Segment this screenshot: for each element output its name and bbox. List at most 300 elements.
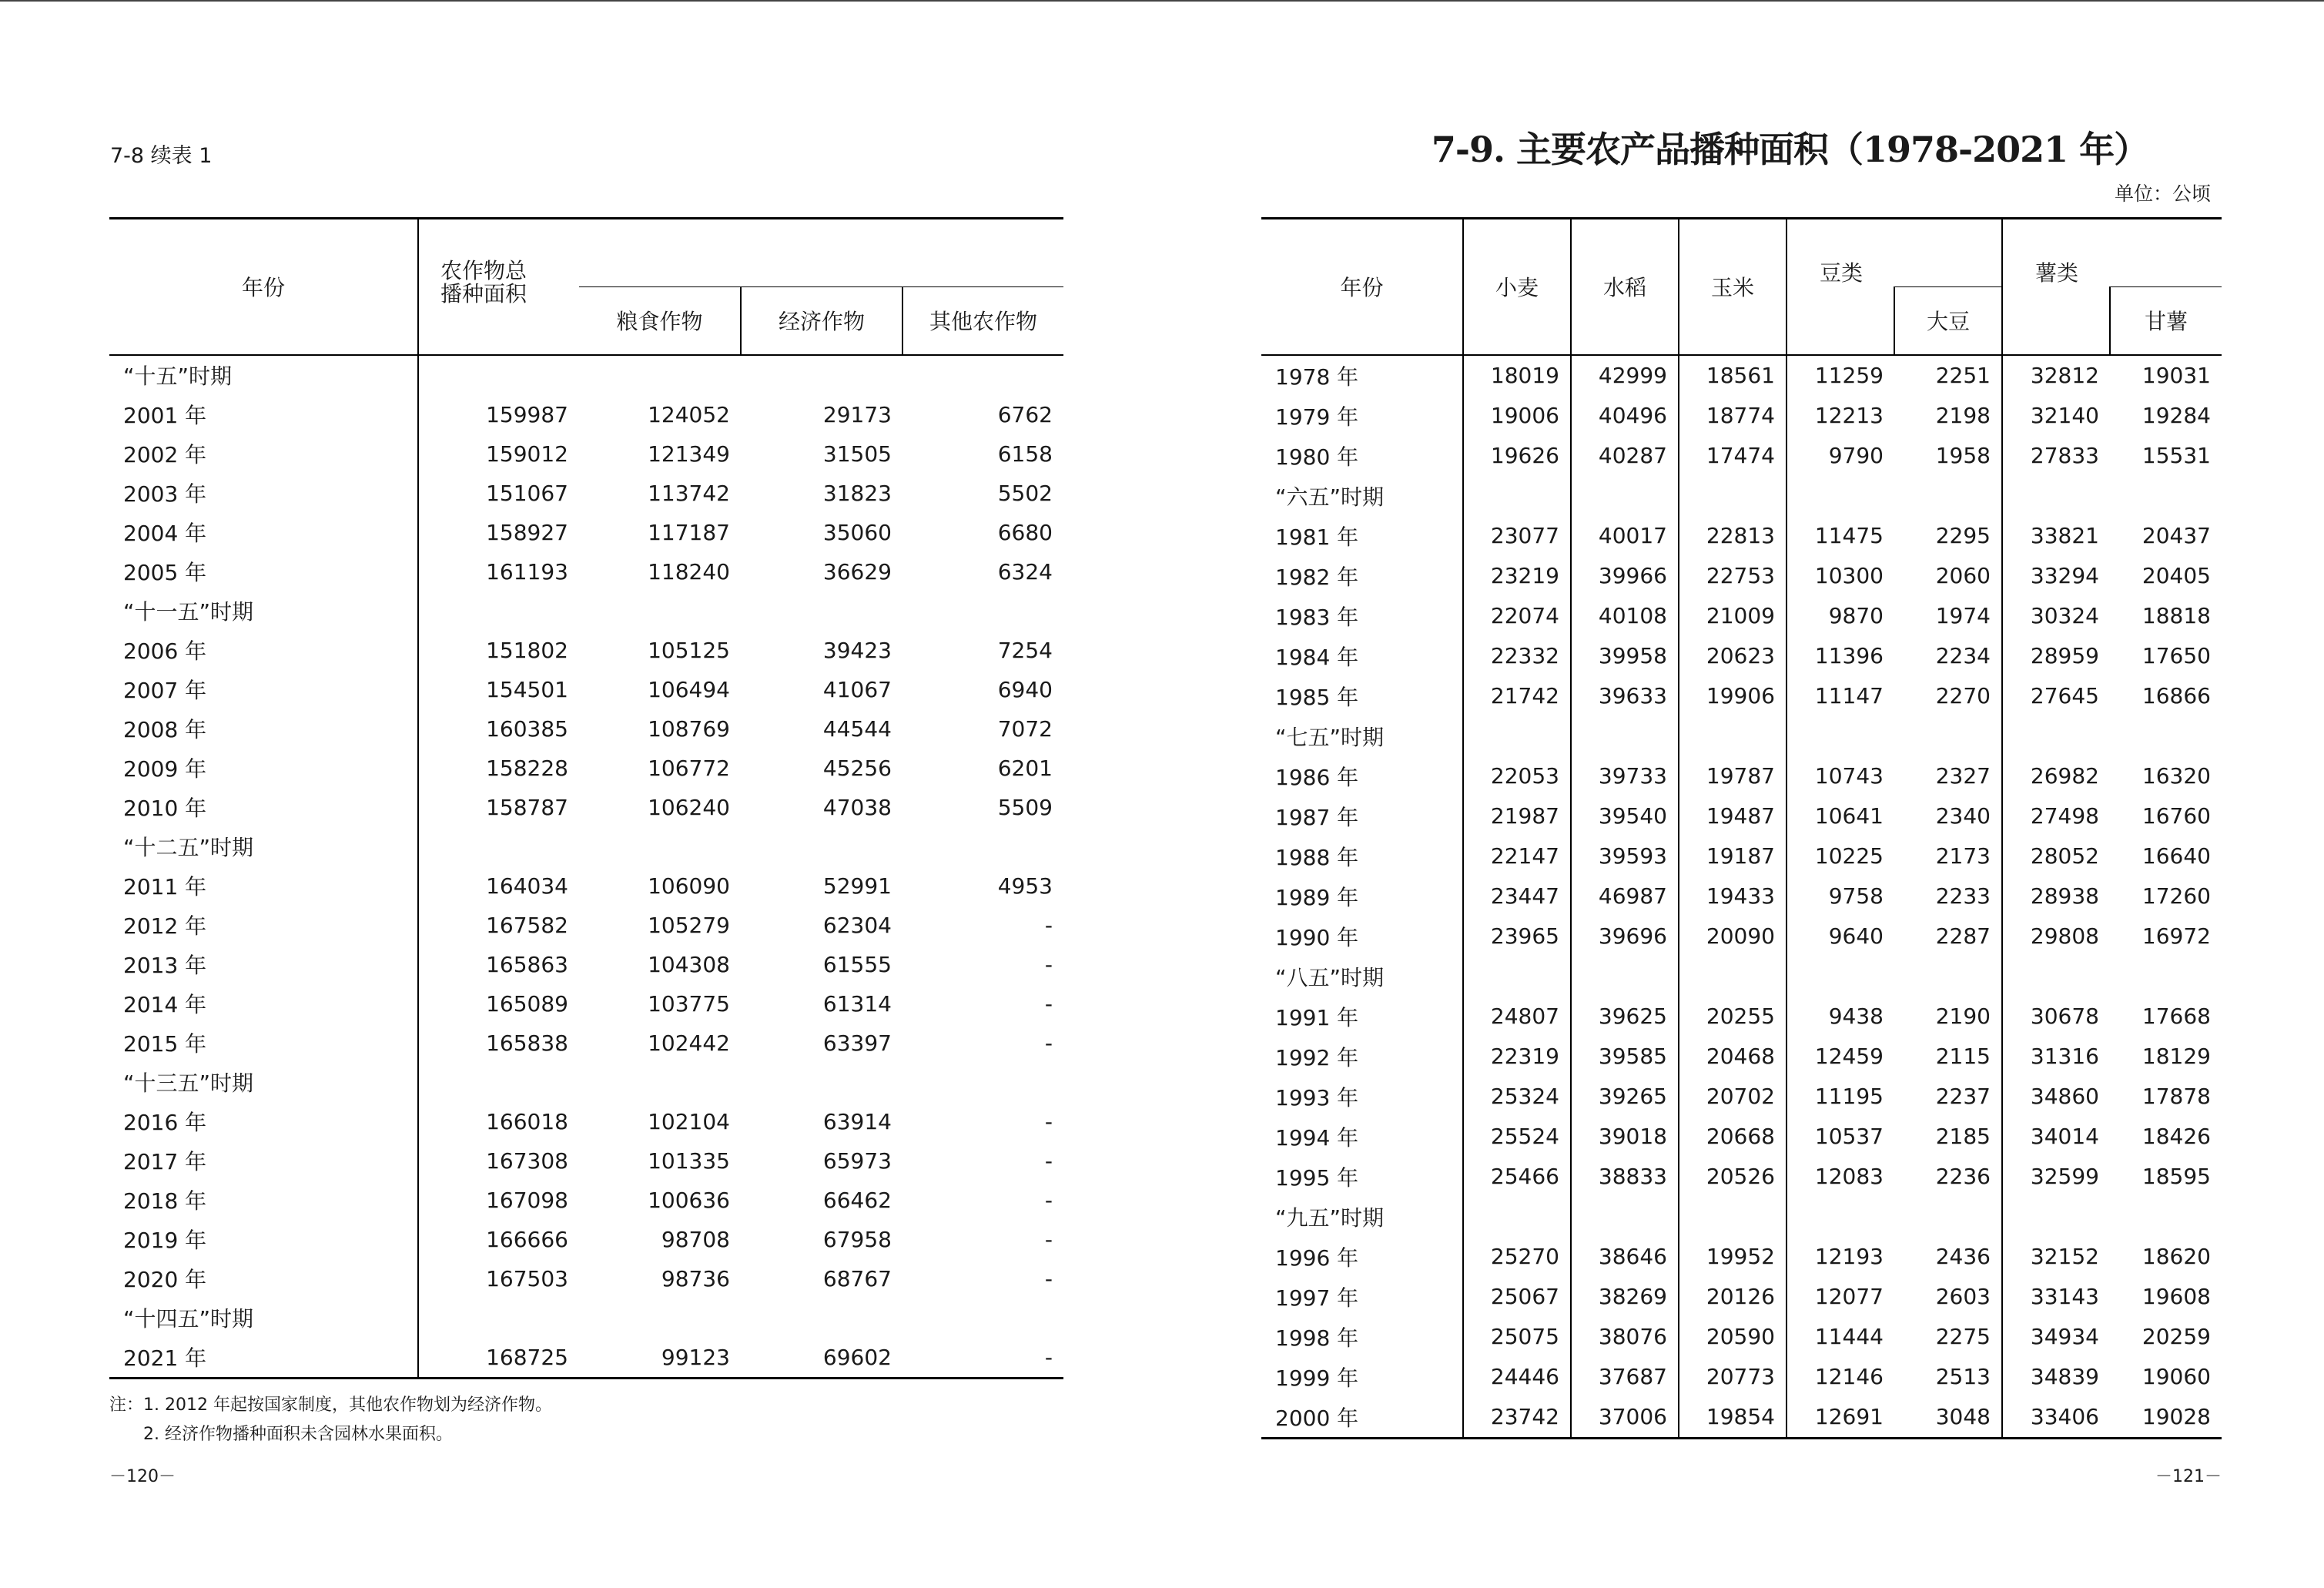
- empty-cell: [902, 827, 1063, 866]
- tubers-cell: 32812: [2002, 355, 2110, 396]
- period-row: [1261, 956, 2222, 997]
- corn-cell: 22753: [1679, 556, 1787, 596]
- corn-cell: 20623: [1679, 636, 1787, 676]
- rice-cell: 38646: [1571, 1237, 1679, 1277]
- wheat-cell: 23447: [1463, 876, 1571, 916]
- sweet-potato-cell: 17668: [2141, 1003, 2211, 1029]
- soybean-cell: 1974: [1935, 603, 1991, 628]
- soybean-cell: 2340: [1935, 803, 1991, 829]
- empty-cell: [1463, 716, 1571, 756]
- total-cell: 164034: [418, 866, 579, 906]
- tubers-cell: 34860: [2002, 1077, 2110, 1117]
- notes: [109, 1391, 552, 1449]
- year-cell: 2011 年: [123, 874, 207, 900]
- wheat-cell: 25270: [1463, 1237, 1571, 1277]
- total-cell: 158927: [418, 513, 579, 552]
- sweet-potato-cell: 16866: [2141, 683, 2211, 709]
- rice-cell: 40287: [1571, 436, 1679, 476]
- corn-cell: 22813: [1679, 516, 1787, 556]
- year-cell: 1989 年: [1275, 884, 1359, 910]
- note-2: 2. 经济作物播种面积未含园林水果面积。: [143, 1425, 453, 1444]
- total-cell: 161193: [418, 552, 579, 591]
- rice-cell: 39696: [1571, 916, 1679, 956]
- sweet-potato-cell: 17650: [2141, 643, 2211, 668]
- table-row: [1261, 1077, 2222, 1117]
- period-label: “十五”时期: [123, 363, 233, 389]
- table-row: [109, 434, 1063, 474]
- empty-cell: [1679, 716, 1787, 756]
- soybean-cell: 2115: [1935, 1044, 1991, 1069]
- empty-cell: [579, 827, 741, 866]
- beans-cell: 10537: [1787, 1117, 1894, 1157]
- empty-cell: [2110, 1197, 2222, 1237]
- table-row: [1261, 1397, 2222, 1439]
- empty-cell: [741, 1298, 902, 1338]
- grain-cell: 101335: [648, 1147, 730, 1174]
- col-header-rice: 水稻: [1571, 219, 1679, 355]
- year-cell: 1984 年: [1275, 644, 1359, 670]
- table-row: [1261, 1157, 2222, 1197]
- tubers-cell: 27645: [2002, 676, 2110, 716]
- sweet-potato-cell: 15531: [2141, 443, 2211, 468]
- col-header-soybean: 大豆: [1894, 287, 2002, 355]
- tubers-cell: 32140: [2002, 396, 2110, 436]
- grain-cell: 121349: [648, 441, 730, 467]
- period-label: “十一五”时期: [123, 599, 254, 625]
- table-row: [109, 1259, 1063, 1298]
- empty-cell: [418, 1063, 579, 1102]
- unit-label: 单位：公顷: [2114, 183, 2211, 205]
- period-row: [1261, 476, 2222, 516]
- year-cell: 2007 年: [123, 678, 207, 703]
- empty-cell: [1571, 716, 1679, 756]
- table-row: [1261, 1357, 2222, 1397]
- year-cell: 2019 年: [123, 1228, 207, 1253]
- other-cell: 6680: [997, 519, 1053, 545]
- empty-cell: [579, 1063, 741, 1102]
- header-group-spacer: [579, 219, 1063, 287]
- year-cell: 2002 年: [123, 442, 207, 467]
- beans-cell: 10641: [1787, 796, 1894, 836]
- table-row: [1261, 556, 2222, 596]
- empty-cell: [2110, 956, 2222, 997]
- grain-cell: 104308: [648, 951, 730, 977]
- empty-cell: [2110, 476, 2222, 516]
- soybean-cell: 2295: [1935, 523, 1991, 548]
- soybean-cell: 2287: [1935, 923, 1991, 949]
- table-row: [1261, 396, 2222, 436]
- corn-cell: 21009: [1679, 596, 1787, 636]
- left-table-body: [109, 355, 1063, 1379]
- rice-cell: 40108: [1571, 596, 1679, 636]
- soybean-cell: 1958: [1935, 443, 1991, 468]
- empty-cell: [1463, 956, 1571, 997]
- rice-cell: 39540: [1571, 796, 1679, 836]
- corn-cell: 19952: [1679, 1237, 1787, 1277]
- beans-cell: 9790: [1787, 436, 1894, 476]
- col-header-beans: 豆类: [1787, 219, 1894, 287]
- other-cell: -: [1044, 912, 1053, 938]
- economic-cell: 52991: [822, 873, 892, 899]
- economic-cell: 68767: [822, 1265, 892, 1292]
- period-label: “九五”时期: [1275, 1204, 1385, 1231]
- table-row: [1261, 1037, 2222, 1077]
- year-cell: 2004 年: [123, 521, 207, 546]
- table-row: [109, 749, 1063, 788]
- corn-cell: 20090: [1679, 916, 1787, 956]
- empty-cell: [1463, 1197, 1571, 1237]
- tubers-cell: 30678: [2002, 997, 2110, 1037]
- economic-cell: 44544: [822, 715, 892, 742]
- beans-cell: 12213: [1787, 396, 1894, 436]
- total-cell: 167503: [418, 1259, 579, 1298]
- soybean-cell: 2251: [1935, 363, 1991, 388]
- year-cell: 1978 年: [1275, 363, 1359, 390]
- wheat-cell: 25524: [1463, 1117, 1571, 1157]
- soybean-cell: 2275: [1935, 1324, 1991, 1349]
- corn-cell: 20468: [1679, 1037, 1787, 1077]
- other-cell: -: [1044, 1030, 1053, 1056]
- corn-cell: 19187: [1679, 836, 1787, 876]
- sweet-potato-cell: 19060: [2141, 1364, 2211, 1389]
- table-row: [1261, 636, 2222, 676]
- year-cell: 1997 年: [1275, 1285, 1359, 1311]
- empty-cell: [418, 355, 579, 395]
- beans-cell: 12083: [1787, 1157, 1894, 1197]
- grain-cell: 106090: [648, 873, 730, 899]
- empty-cell: [902, 591, 1063, 631]
- header-cell-beans-lower: [1787, 287, 1894, 355]
- corn-cell: 19906: [1679, 676, 1787, 716]
- empty-cell: [741, 1063, 902, 1102]
- wheat-cell: 24446: [1463, 1357, 1571, 1397]
- year-cell: 2017 年: [123, 1149, 207, 1174]
- soybean-cell: 2173: [1935, 843, 1991, 869]
- empty-cell: [1571, 476, 1679, 516]
- beans-cell: 9438: [1787, 997, 1894, 1037]
- tubers-cell: 30324: [2002, 596, 2110, 636]
- col-header-total: 农作物总 播种面积: [418, 219, 579, 355]
- page-title: 7-9. 主要农产品播种面积（1978-2021 年）: [1431, 129, 2149, 170]
- empty-cell: [1787, 716, 1894, 756]
- period-row: [109, 591, 1063, 631]
- wheat-cell: 19626: [1463, 436, 1571, 476]
- corn-cell: 19487: [1679, 796, 1787, 836]
- year-cell: 2006 年: [123, 638, 207, 664]
- year-cell: 2001 年: [123, 403, 207, 428]
- sweet-potato-cell: 19608: [2141, 1284, 2211, 1309]
- rice-cell: 39958: [1571, 636, 1679, 676]
- table-row: [1261, 916, 2222, 956]
- corn-cell: 18774: [1679, 396, 1787, 436]
- table-row: [1261, 436, 2222, 476]
- grain-cell: 99123: [579, 1338, 741, 1379]
- table-row: [1261, 355, 2222, 396]
- empty-cell: [902, 1063, 1063, 1102]
- year-cell: 1990 年: [1275, 924, 1359, 950]
- header-spacer-beans: [1894, 219, 2002, 287]
- sweet-potato-cell: 18818: [2141, 603, 2211, 628]
- wheat-cell: 22147: [1463, 836, 1571, 876]
- empty-cell: [2110, 716, 2222, 756]
- table-row: [1261, 876, 2222, 916]
- rice-cell: 40017: [1571, 516, 1679, 556]
- other-cell: 5509: [997, 794, 1053, 820]
- empty-cell: [579, 591, 741, 631]
- table-row: [109, 395, 1063, 434]
- empty-cell: [1571, 956, 1679, 997]
- economic-cell: 63914: [822, 1108, 892, 1134]
- rice-cell: 39585: [1571, 1037, 1679, 1077]
- period-label: “十二五”时期: [123, 835, 254, 860]
- other-cell: 5502: [997, 480, 1053, 506]
- page-number: －120－: [109, 1467, 176, 1486]
- grain-cell: 102104: [648, 1108, 730, 1134]
- sweet-potato-cell: 19031: [2141, 363, 2211, 388]
- table-row: [109, 1023, 1063, 1063]
- year-cell: 2005 年: [123, 560, 207, 585]
- grain-cell: 100636: [648, 1187, 730, 1213]
- tubers-cell: 27498: [2002, 796, 2110, 836]
- col-header-other: 其他农作物: [902, 287, 1063, 355]
- table-row: [1261, 596, 2222, 636]
- grain-cell: 98708: [661, 1226, 730, 1252]
- year-cell: 2014 年: [123, 992, 207, 1017]
- wheat-cell: 18019: [1463, 355, 1571, 396]
- corn-cell: 20126: [1679, 1277, 1787, 1317]
- year-cell: 1995 年: [1275, 1164, 1359, 1191]
- empty-cell: [1894, 476, 2002, 516]
- empty-cell: [1571, 1197, 1679, 1237]
- total-cell: 158228: [418, 749, 579, 788]
- empty-cell: [902, 1298, 1063, 1338]
- other-cell: 4953: [997, 873, 1053, 899]
- grain-cell: 106494: [648, 676, 730, 702]
- col-header-economic: 经济作物: [741, 287, 902, 355]
- grain-cell: 106772: [648, 755, 730, 781]
- beans-cell: 9640: [1787, 916, 1894, 956]
- table-row: [109, 1102, 1063, 1141]
- empty-cell: [2002, 716, 2110, 756]
- rice-cell: 38833: [1571, 1157, 1679, 1197]
- empty-cell: [741, 591, 902, 631]
- tubers-cell: 33143: [2002, 1277, 2110, 1317]
- tubers-cell: 32599: [2002, 1157, 2110, 1197]
- economic-cell: 63397: [822, 1030, 892, 1056]
- rice-cell: 39018: [1571, 1117, 1679, 1157]
- tubers-cell: 33821: [2002, 516, 2110, 556]
- rice-cell: 38076: [1571, 1317, 1679, 1357]
- beans-cell: 10300: [1787, 556, 1894, 596]
- period-label: “六五”时期: [1275, 484, 1385, 510]
- economic-cell: 39423: [822, 637, 892, 663]
- corn-cell: 20773: [1679, 1357, 1787, 1397]
- other-cell: -: [902, 1338, 1063, 1379]
- sweet-potato-cell: 16640: [2141, 843, 2211, 869]
- period-label: “八五”时期: [1275, 964, 1385, 990]
- wheat-cell: 23077: [1463, 516, 1571, 556]
- wheat-cell: 22332: [1463, 636, 1571, 676]
- right-table-body: [1261, 355, 2222, 1439]
- soybean-cell: 2234: [1935, 643, 1991, 668]
- table-row: [1261, 1277, 2222, 1317]
- economic-cell: 31823: [822, 480, 892, 506]
- wheat-cell: 19006: [1463, 396, 1571, 436]
- sweet-potato-cell: 18426: [2141, 1124, 2211, 1149]
- other-cell: -: [1044, 1265, 1053, 1292]
- empty-cell: [1894, 716, 2002, 756]
- grain-cell: 98736: [661, 1265, 730, 1292]
- empty-cell: [2002, 1197, 2110, 1237]
- year-cell: 2018 年: [123, 1188, 207, 1214]
- total-cell: 167308: [418, 1141, 579, 1181]
- period-label: “十四五”时期: [123, 1306, 254, 1332]
- economic-cell: 66462: [822, 1187, 892, 1213]
- tubers-cell: 28938: [2002, 876, 2110, 916]
- table-row: [1261, 1237, 2222, 1277]
- year-cell: 1982 年: [1275, 564, 1359, 590]
- beans-cell: 9758: [1787, 876, 1894, 916]
- corn-cell: 20526: [1679, 1157, 1787, 1197]
- year-cell: 1991 年: [1275, 1004, 1359, 1030]
- total-cell: 159987: [418, 395, 579, 434]
- tubers-cell: 27833: [2002, 436, 2110, 476]
- beans-cell: 11475: [1787, 516, 1894, 556]
- soybean-cell: 2327: [1935, 763, 1991, 789]
- total-cell: 151067: [418, 474, 579, 513]
- sweet-potato-cell: 18595: [2141, 1164, 2211, 1189]
- tubers-cell: 34014: [2002, 1117, 2110, 1157]
- tubers-cell: 31316: [2002, 1037, 2110, 1077]
- table-row: [109, 866, 1063, 906]
- rice-cell: 39625: [1571, 997, 1679, 1037]
- total-cell: 166666: [418, 1220, 579, 1259]
- col-header-wheat: 小麦: [1463, 219, 1571, 355]
- economic-cell: 62304: [822, 912, 892, 938]
- sweet-potato-cell: 20437: [2141, 523, 2211, 548]
- rice-cell: 46987: [1571, 876, 1679, 916]
- beans-cell: 12146: [1787, 1357, 1894, 1397]
- other-cell: 6201: [997, 755, 1053, 781]
- economic-cell: 35060: [822, 519, 892, 545]
- beans-cell: 12459: [1787, 1037, 1894, 1077]
- soybean-cell: 2236: [1935, 1164, 1991, 1189]
- period-label: “七五”时期: [1275, 724, 1385, 750]
- total-cell: 165089: [418, 984, 579, 1023]
- empty-cell: [902, 355, 1063, 395]
- rice-cell: 37006: [1571, 1397, 1679, 1439]
- beans-cell: 11195: [1787, 1077, 1894, 1117]
- table-row: [109, 670, 1063, 709]
- empty-cell: [2002, 956, 2110, 997]
- economic-cell: 31505: [822, 441, 892, 467]
- grain-cell: 105279: [648, 912, 730, 938]
- year-cell: 2010 年: [123, 796, 207, 821]
- period-row: [1261, 1197, 2222, 1237]
- year-cell: 2015 年: [123, 1031, 207, 1057]
- economic-cell: 67958: [822, 1226, 892, 1252]
- table-label: 7-8 续表 1: [110, 144, 213, 168]
- total-cell: 158787: [418, 788, 579, 827]
- grain-cell: 105125: [648, 637, 730, 663]
- wheat-cell: 22074: [1463, 596, 1571, 636]
- table-row: [109, 945, 1063, 984]
- year-cell: 2012 年: [123, 913, 207, 939]
- soybean-cell: 2237: [1935, 1084, 1991, 1109]
- wheat-cell: 23965: [1463, 916, 1571, 956]
- other-cell: 6324: [997, 558, 1053, 585]
- other-cell: -: [1044, 1108, 1053, 1134]
- table-row: [109, 1338, 1063, 1379]
- empty-cell: [1787, 956, 1894, 997]
- other-cell: -: [1044, 1226, 1053, 1252]
- other-cell: 6762: [997, 401, 1053, 427]
- year-cell: 1983 年: [1275, 604, 1359, 630]
- sweet-potato-cell: 18620: [2141, 1244, 2211, 1269]
- year-cell: 1999 年: [1275, 1365, 1359, 1391]
- period-row: [109, 355, 1063, 395]
- right-page: [1162, 0, 2324, 1588]
- sweet-potato-cell: 16760: [2141, 803, 2211, 829]
- period-row: [109, 1063, 1063, 1102]
- total-cell: 166018: [418, 1102, 579, 1141]
- year-cell: 1985 年: [1275, 684, 1359, 710]
- beans-cell: 11147: [1787, 676, 1894, 716]
- header-spacer-tubers: [2110, 219, 2222, 287]
- rice-cell: 39265: [1571, 1077, 1679, 1117]
- corn-cell: 20590: [1679, 1317, 1787, 1357]
- empty-cell: [579, 1298, 741, 1338]
- soybean-cell: 3048: [1894, 1397, 2002, 1439]
- corn-cell: 17474: [1679, 436, 1787, 476]
- rice-cell: 38269: [1571, 1277, 1679, 1317]
- wheat-cell: 21742: [1463, 676, 1571, 716]
- sweet-potato-cell: 16320: [2141, 763, 2211, 789]
- wheat-cell: 22319: [1463, 1037, 1571, 1077]
- table-row: [109, 474, 1063, 513]
- soybean-cell: 2185: [1935, 1124, 1991, 1149]
- table-row: [109, 631, 1063, 670]
- grain-cell: 106240: [648, 794, 730, 820]
- year-cell: 2000 年: [1261, 1397, 1463, 1439]
- empty-cell: [418, 1298, 579, 1338]
- other-cell: -: [1044, 990, 1053, 1017]
- total-cell: 154501: [418, 670, 579, 709]
- other-cell: 7254: [997, 637, 1053, 663]
- other-cell: 7072: [997, 715, 1053, 742]
- rice-cell: 39593: [1571, 836, 1679, 876]
- table-row: [109, 709, 1063, 749]
- grain-cell: 102442: [648, 1030, 730, 1056]
- wheat-cell: 25067: [1463, 1277, 1571, 1317]
- table-row: [1261, 796, 2222, 836]
- soybean-cell: 2190: [1935, 1003, 1991, 1029]
- col-header-grain: 粮食作物: [579, 287, 741, 355]
- year-cell: 1981 年: [1275, 524, 1359, 550]
- soybean-cell: 2436: [1935, 1244, 1991, 1269]
- period-label: “十三五”时期: [123, 1070, 254, 1096]
- grain-cell: 103775: [648, 990, 730, 1017]
- corn-cell: 20255: [1679, 997, 1787, 1037]
- soybean-cell: 2198: [1935, 403, 1991, 428]
- rice-cell: 39733: [1571, 756, 1679, 796]
- empty-cell: [1894, 956, 2002, 997]
- beans-cell: 10225: [1787, 836, 1894, 876]
- total-cell: 151802: [418, 631, 579, 670]
- empty-cell: [1463, 476, 1571, 516]
- economic-cell: 65973: [822, 1147, 892, 1174]
- economic-cell: 47038: [822, 794, 892, 820]
